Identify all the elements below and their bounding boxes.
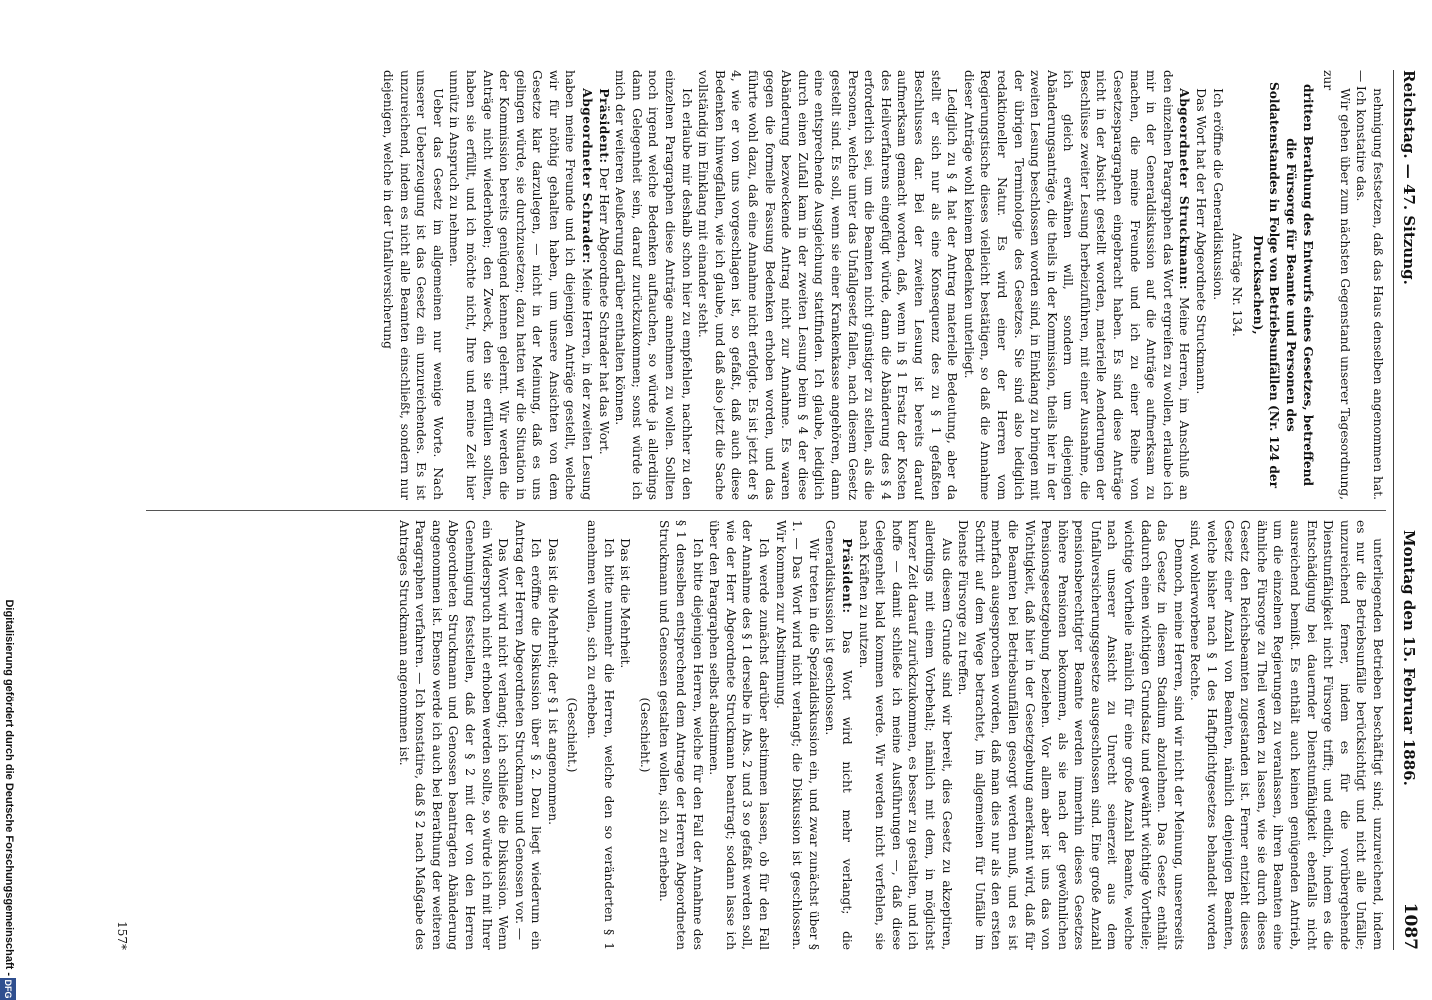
digitization-footer [0, 0, 16, 1000]
body-paragraph: Wir gehen über zum nächsten Gegenstand unserer Tagesordnung, zur [1321, 70, 1352, 500]
body-paragraph: Ich bitte diejenigen Herren, welche für den Fall der Annahme des § 1 denselben entsprechend dem Antrage der Herren Abgeordneten Struckmann und Genossen gestalten wollen, sich zu erheben. [657, 520, 705, 950]
body-paragraph: Ich eröffne die Diskussion über § 2. Dazu liegt wiederum ein Antrag der Herren Abgeordneten Struckmann und Genossen vor. — [512, 520, 544, 950]
body-paragraph: unterliegenden Betrieben beschäftigt sind; unzureichend, indem es nur die Betriebsunfälle berücksichtigt und nicht alle Unfälle; unzureichend ferner, indem es für die vorübergehende Dienstunfähigkeit nicht Fürsorge trifft; und endlich, indem es die Entschädigung bei dauernder Dienstunfähigkeit ebenfalls nicht ausreichend bemißt. Es enthält auch keinen genügenden Antrieb, um die einzelnen Regierungen zu veranlassen, ihren Beamten eine ähnliche Fürsorge zu Theil werden zu lassen, wie sie durch dieses Gesetz den Reichsbeamten zugestanden ist. Ferner entzieht dieses Gesetz einer Anzahl von Beamten, nämlich denjenigen Beamten, welche bisher nach § 1 des Haftpflichtgesetzes behandelt worden sind, wohlerworbene Rechte. [1188, 520, 1385, 950]
centered-note: Anträge Nr. 134. [1230, 233, 1245, 337]
body-paragraph: nehmigung festsetzen, daß das Haus denselben angenommen hat. — Ich konstatire das. [1354, 70, 1385, 500]
speaker-name: Abgeordneter Struckmann: [1177, 88, 1192, 290]
speech-paragraph [595, 70, 612, 500]
body-paragraph: Das ist die Mehrheit. [618, 538, 633, 669]
agenda-item-title: dritten Berathung des Entwurfs eines Gesetzes, betreffend die Fürsorge für Beamte und Personen des Soldatenstandes in Folge von Betriebsunfällen (Nr. 124 der Drucksachen), [1250, 81, 1315, 489]
speech-text: Meine Herren, im Anschluß an den einzelnen Paragraphen das Wort ergreifen zu wollen, erlaube ich mir in der Generaldiskussion auf die Anträge aufmerksam zu machen, die meine Freunde und ich zu einer Reihe von Gesetzesparagraphen eingebracht haben. Es sind diese Anträge nicht in der Absicht gestellt worden, materielle Aenderungen der Beschlüsse zweiter Lesung herbeizuführen, mit einer Ausnahme, die ich gleich erwähnen will, sondern um diejenigen Abänderungsanträge, die theils in der Kommission, theils hier in der zweiten Lesung beschlossen worden sind, in Einklang zu bringen mit der übrigen Terminologie des Gesetzes. Sie sind also lediglich redaktioneller Natur. Es wird einer der Herren vom Regierungstische dieses vielleicht bestätigen, so daß die Annahme dieser Anträge wohl keinem Bedenken unterliegt. [961, 70, 1192, 500]
left-text-column [136, 70, 1386, 500]
speech-paragraph [960, 70, 1192, 500]
body-paragraph: Lediglich zu § 4 hat der Antrag materielle Bedeutung, aber da stellt er sich nur als eine Konsequenz des zu § 1 gefaßten Beschlusses dar. Bei der zweiten Lesung ist bereits darauf aufmerksam gemacht worden, daß, wenn in § 1 Ersatz der Kosten des Heilverfahrens eingefügt würde, dann die Abänderung des § 4 erforderlich sei, um die Beamten nicht günstiger zu stellen, als die Personen, welche unter das Unfallgesetz fallen, nach diesem Gesetz gestellt sind. Es soll, wenn sie einer Krankenkasse angehören, dann eine entsprechende Ausgleichung stattfinden. Ich glaube, lediglich durch einen Zufall kam in der zweiten Lesung beim § 4 der diese Abänderung bezweckende Antrag nicht zur Annahme. Es waren gegen die formelle Fassung Bedenken erhoben worden, und das führte wohl dazu, daß eine Annahme nicht erfolgte. Es ist jetzt der § 4, wie er von uns vorgeschlagen ist, so gefaßt, daß auch diese Bedenken hinwegfallen, wie ich glaube, und daß also jetzt die Sache vollständig im Einklang mit einander steht. [696, 70, 960, 500]
header-date: Montag den 15. Februar 1886. [1400, 530, 1418, 786]
header-session: Reichstag. — 47. Sitzung. [1400, 70, 1418, 285]
dfg-logo: DFG [0, 978, 16, 1000]
centered-note: (Geschieht.) [565, 697, 580, 773]
body-paragraph: Ich bitte nunmehr die Herren, welche den so veränderten § 1 annehmen wollen, sich zu erheben. [585, 520, 616, 950]
page-header [1393, 70, 1422, 950]
speaker-name: Präsident: [840, 538, 854, 614]
speech-text: Der Herr Abgeordnete Schrader hat das Wort. [596, 167, 611, 455]
speech-paragraph [822, 520, 855, 950]
body-paragraph: Ueber das Gesetz im allgemeinen nur wenige Worte. Nach unserer Ueberzeugung ist das Gesetz ein unzureichendes. Es ist unzureichend, indem es nicht alle Beamten einschließt, sondern nur diejenigen, welche in der Unfallversicherung [380, 70, 445, 500]
body-paragraph: Das ist die Mehrheit; der § 1 ist angenommen. [545, 538, 560, 825]
speaker-name: Präsident: [596, 88, 611, 164]
speech-text: Meine Herren, in der zweiten Lesung haben meine Freunde und ich diejenigen Anträge gestellt, welche wir für nöthig gehalten haben, um unsere Ansichten von dem Gesetze klar darzulegen, — nicht in der Meinung, daß es uns gelingen würde, sie durchzusetzen; dazu hatten wir die Situation in der Kommission bereits genügend kennen gelernt. Wir werden die Anträge nicht wiederholen; den Zweck, den sie erfüllen sollten, haben sie erfüllt, und ich möchte nicht, Ihre und meine Zeit hier unnütz in Anspruch zu nehmen. [447, 70, 595, 500]
body-paragraph: Ich werde zunächst darüber abstimmen lassen, ob für den Fall der Annahme des § 1 derselbe in Abs. 2 und 3 so gefaßt werden soll, wie der Herr Abgeordnete Struckmann beantragt; sodann lasse ich über den Paragraphen selbst abstimmen. [707, 520, 772, 950]
body-paragraph: Das Wort hat der Herr Abgeordnete Struckmann. [1194, 88, 1209, 395]
speech-paragraph [446, 70, 595, 500]
centered-note: (Geschieht.) [637, 697, 652, 773]
footer-credit: Digitalisierung gefördert durch die Deutsche Forschungsgemeinschaft - [3, 599, 15, 976]
body-paragraph: Dennoch, meine Herren, sind wir nicht der Meinung, unsererseits das Gesetz in diesem Stadium abzulehnen. Das Gesetz enthält dadurch einen wichtigen Grundsatz und gewährt wichtige Vortheile; wichtige Vortheile nämlich für eine große Anzahl Beamte, welche nach unserer Ansicht zu Unrecht seinerzeit aus dem Unfallversicherungsgesetze ausgeschlossen sind. Eine große Anzahl pensionsberechtigter Beamte werden immerhin dieses Gesetzes höhere Pensionen bekommen, als sie nach der gewöhnlichen Pensionsgesetzgebung beziehen. Vor allem aber ist uns das von Wichtigkeit, daß hier in der Gesetzgebung anerkannt wird, daß für die Beamten bei Betriebsunfällen gesorgt werden muß, und es ist mehrfach ausgesprochen worden, daß man dies nur als den ersten Schritt auf dem Wege betrachtet, im allgemeinen für Unfälle im Dienste Fürsorge zu treffen. [956, 520, 1186, 950]
body-paragraph: Das Wort wird nicht verlangt; ich schließe die Diskussion. Wenn ein Widerspruch nicht erhoben werden sollte, so würde ich mit Ihrer Genehmigung feststellen, daß der § 2 mit der von den Herren Abgeordneten Struckmann und Genossen beantragten Abänderung angenommen ist. Ebenso werde ich auch bei Berathung der weiteren Paragraphen verfahren. — Ich konstatire, daß § 2 nach Maßgabe des Antrages Struckmann angenommen ist. [396, 520, 511, 950]
body-paragraph: Wir treten in die Spezialdiskussion ein, und zwar zunächst über § 1. — Das Wort wird nicht verlangt; die Diskussion ist geschlossen. Wir kommen zur Abstimmung. [773, 520, 821, 950]
speech-text: Das Wort wird nicht mehr verlangt; die Generaldiskussion ist geschlossen. [823, 520, 854, 950]
body-paragraph: Ich eröffne die Generaldiskussion. [1210, 88, 1225, 301]
body-paragraph: Aus diesem Grunde sind wir bereit, dies Gesetz zu akzeptiren, allerdings mit einem Vorbehalt; nämlich mit dem, in möglichst kurzer Zeit darauf zurückzukommen, es besser zu gestalten, und ich hoffe — damit schließe ich meine Ausführungen —, daß diese Gelegenheit bald kommen werde. Wir werden nicht verfehlen, sie nach Kräften zu nutzen. [856, 520, 954, 950]
body-paragraph: Ich erlaube mir deshalb schon hier zu empfehlen, nachher zu den einzelnen Paragraphen diese Anträge annehmen zu wollen. Sollten noch irgend welche Bedenken auftauchen, so würde ja allerdings dann Gelegenheit sein, darauf zurückzukommen; sonst würde ich mich der weiteren Aeußerung darüber enthalten können. [613, 70, 694, 500]
right-text-column [136, 520, 1386, 950]
header-page-number: 1087 [1400, 902, 1420, 950]
speaker-name: Abgeordneter Schrader: [580, 88, 595, 264]
column-divider [146, 510, 1386, 511]
sheet-signature: 157* [115, 921, 129, 950]
